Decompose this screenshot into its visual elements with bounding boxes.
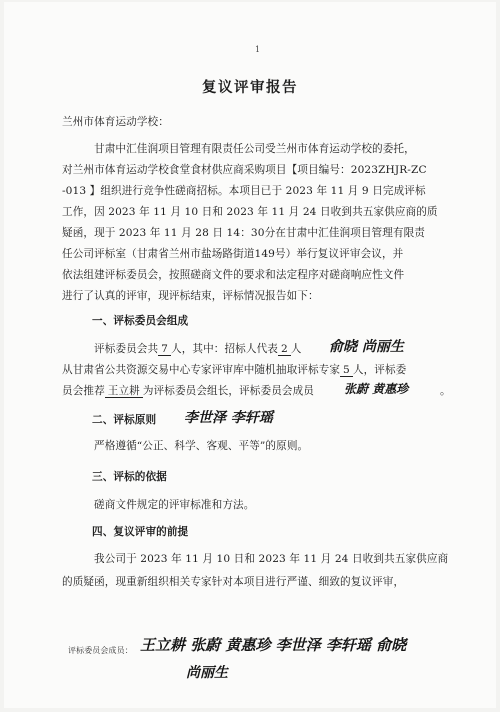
text: 人，评标委 [352,364,407,376]
section-heading: 一、评标委员会组成 [92,315,189,327]
addressee: 兰州市体育运动学校： [62,116,169,128]
text: 人，其中：招标人代表 [171,343,278,355]
text: 为评标委员会组长，评标委员会成员 [142,385,314,397]
total-members: 7 [158,343,171,356]
page-title: 复议评审报告 [202,79,298,96]
intro-line: 任公司评标室（甘肃省兰州市盐场路街道149号）举行复议评审会议，并 [62,248,404,260]
page-number: 1 [255,45,261,54]
section-heading: 四、复议评审的前提 [92,526,189,538]
leader-name: 王立耕 [105,385,143,398]
section-body-line: 我公司于 2023 年 11 月 10 日和 2023 年 11 月 24 日收到共五家供应商 [94,553,449,565]
intro-line: 甘肃中汇佳润项目管理有限责任公司受兰州市体育运动学校的委托， [94,143,415,155]
handwritten-signature: 李世泽 李轩瑶 [184,410,273,426]
intro-line: 工作，因 2023 年 11 月 10 日和 2023 年 11 月 24 日收到共五家供应商的质 [62,206,438,218]
document-page [4,2,496,708]
text: 从甘肃省公共资源交易中心专家评审库中随机抽取评标专家 [62,364,341,376]
rep-count: 2 [278,343,291,356]
section-heading: 三、评标的依据 [92,471,167,483]
handwritten-signature: 尚丽生 [186,665,228,681]
text: 评标委员会共 [94,343,159,355]
intro-line: 疑函，现于 2023 年 11 月 28 日 14：30分在甘肃中汇佳润项目管理有限责 [62,227,426,239]
handwritten-signature: 王立耕 张蔚 黄惠珍 李世泽 李轩瑶 俞晓 [140,636,407,654]
handwritten-signature: 张蔚 黄惠珍 [344,382,409,396]
section-body: 严格遵循“公正、科学、客观、平等”的原则。 [94,440,309,452]
signature-label: 评标委员会成员： [68,646,133,655]
intro-line: 进行了认真的评审，现评标结束，评标情况报告如下： [62,290,319,302]
intro-line: -013 】组织进行竞争性磋商招标。本项目已于 2023 年 11 月 9 日完成评标 [62,185,426,197]
expert-count: 5 [340,364,353,377]
handwritten-signature: 俞晓 尚丽生 [329,339,404,355]
section-heading: 二、评标原则 [92,414,157,426]
section-body: 磋商文件规定的评审标准和方法。 [94,499,255,511]
intro-line: 依法组建评标委员会，按照磋商文件的要求和法定程序对磋商响应性文件 [62,269,405,281]
intro-line: 对兰州市体育运动学校食堂食材供应商采购项目【项目编号：2023ZHJR-ZC [62,164,427,176]
text: 人 [290,343,302,355]
section-body-line: 的质疑函，现重新组织相关专家针对本项目进行严谨、细致的复议评审， [62,576,405,588]
period: 。 [440,385,451,397]
text: 员会推荐 [62,385,105,397]
committee-line-3 [62,384,314,398]
committee-line-2 [62,363,406,377]
committee-line-1 [94,342,302,356]
